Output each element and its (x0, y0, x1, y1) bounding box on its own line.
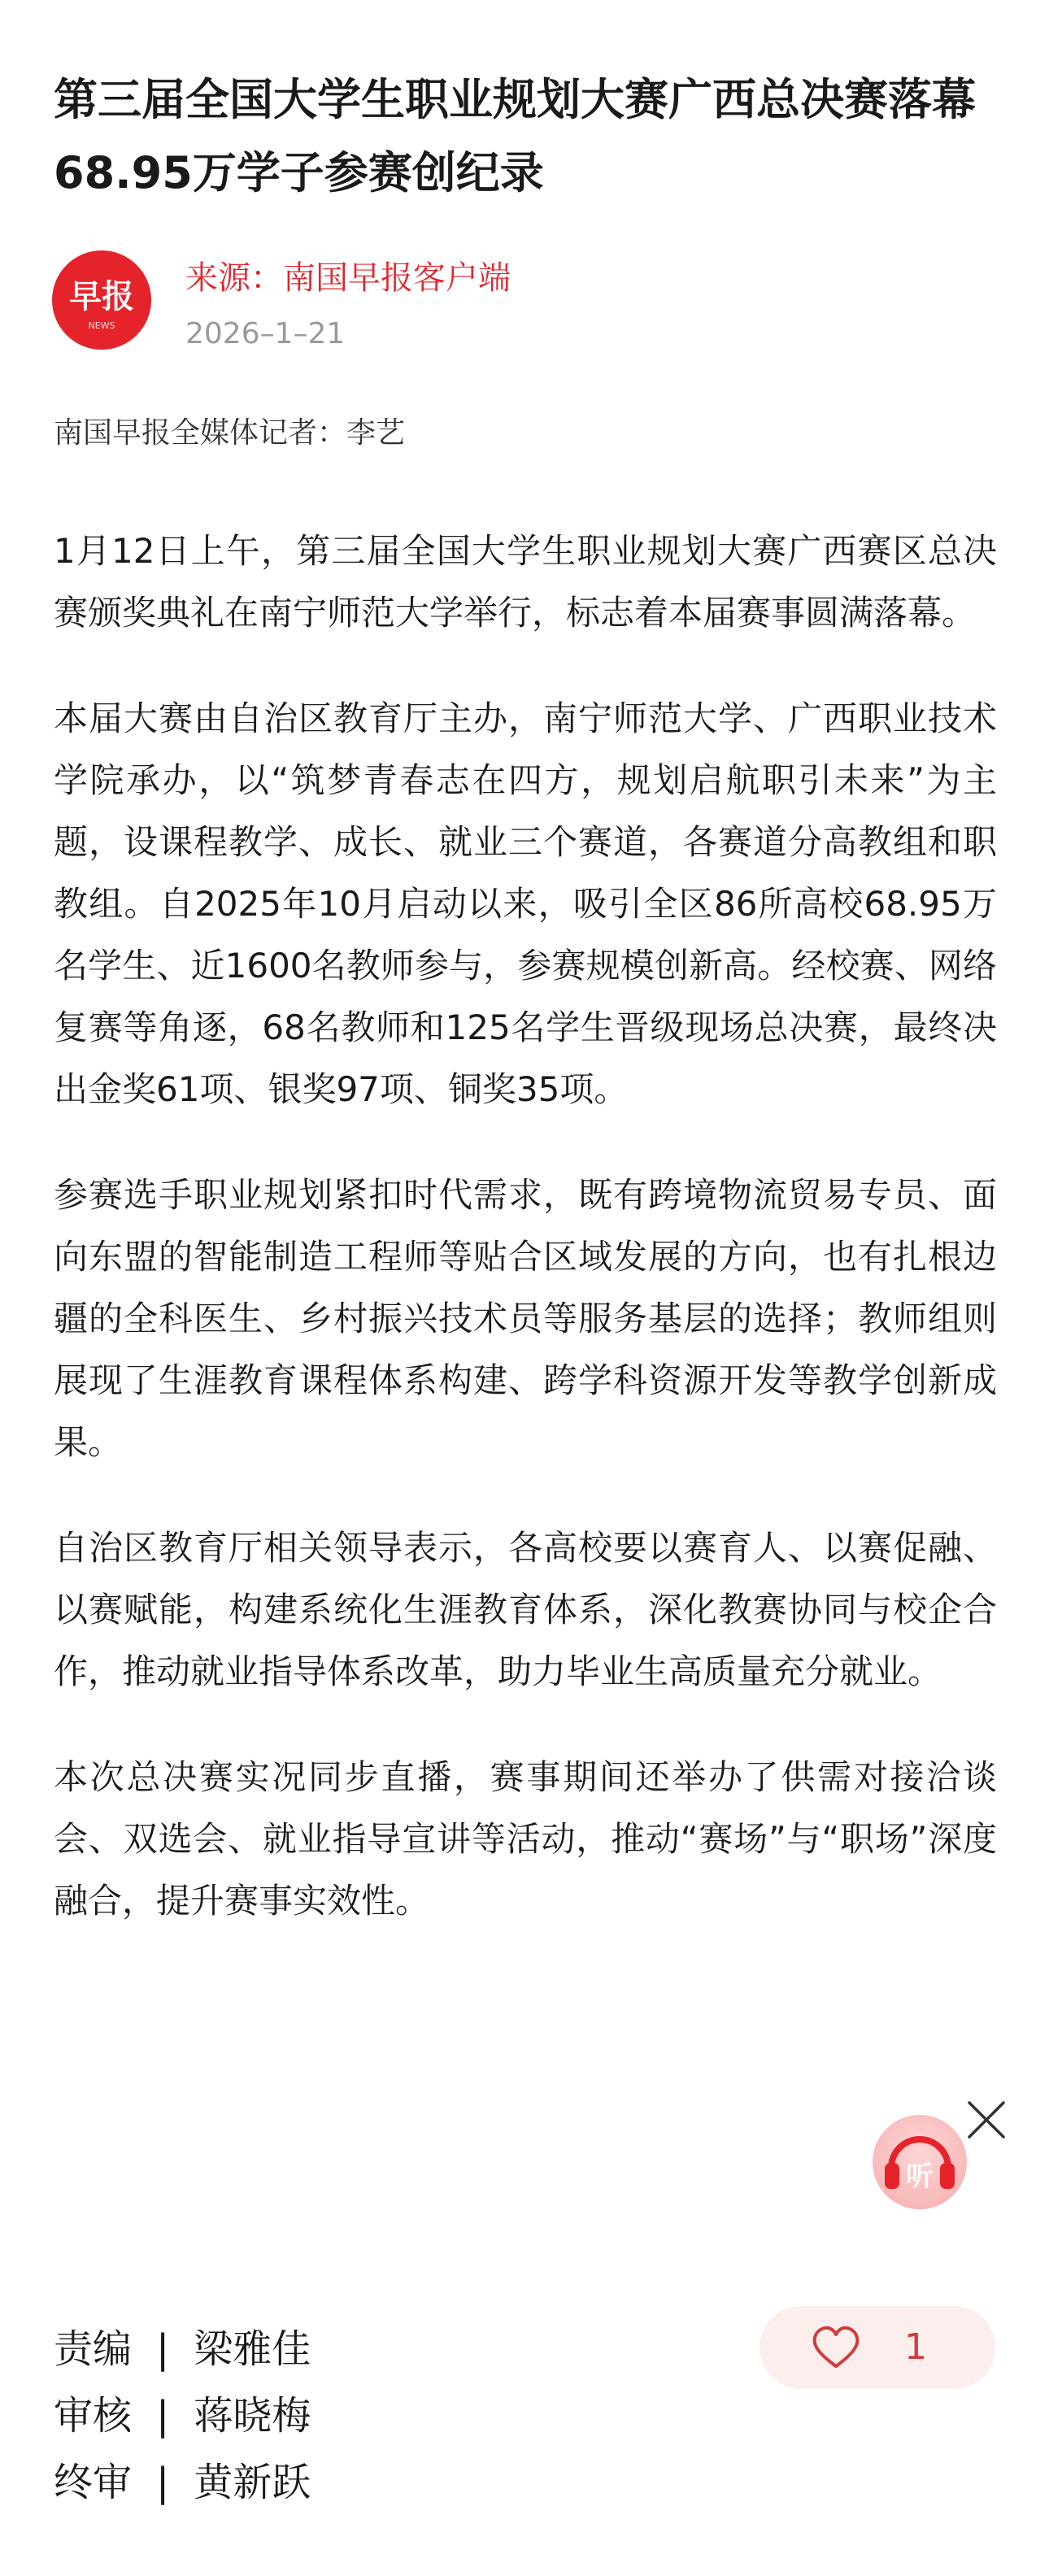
credit-name: 蒋晓梅 (194, 2393, 311, 2439)
article-paragraph: 参赛选手职业规划紧扣时代需求，既有跨境物流贸易专员、面向东盟的智能制造工程师等贴合区域发展的方向，也有扎根边疆的全科医生、乡村振兴技术员等服务基层的选择；教师组则展现了生涯教育课程体系构建、跨学科资源开发等教学创新成果。 (54, 1175, 997, 1462)
credit-separator: | (156, 2326, 170, 2372)
heart-icon (812, 2326, 860, 2369)
article-title: 第三届全国大学生职业规划大赛广西总决赛落幕 68.95万学子参赛创纪录 (54, 74, 976, 198)
newspaper-logo-icon (52, 250, 151, 350)
credit-separator: | (156, 2460, 170, 2505)
headphones-listen-icon (867, 2109, 973, 2215)
source-name[interactable]: 来源：南国早报客户端 (185, 259, 511, 297)
like-count: 1 (904, 2326, 927, 2368)
source-logo[interactable] (52, 250, 151, 350)
article-body (54, 520, 997, 1976)
credit-separator: | (156, 2393, 170, 2439)
logo-text: 早报 (69, 278, 134, 315)
article-paragraph: 1月12日上午，第三届全国大学生职业规划大赛广西赛区总决赛颁奖典礼在南宁师范大学举行，标志着本届赛事圆满落幕。 (54, 531, 997, 633)
editor-credits (54, 2316, 623, 2516)
logo-subtext: NEWS (88, 320, 115, 331)
credit-row (54, 2449, 623, 2516)
listen-label: 听 (906, 2160, 934, 2193)
credit-role: 终审 (54, 2460, 133, 2505)
publish-date: 2026–1–21 (185, 317, 346, 350)
credit-role: 责编 (54, 2326, 133, 2372)
listen-audio-button[interactable] (867, 2109, 973, 2215)
article-paragraph: 本届大赛由自治区教育厅主办，南宁师范大学、广西职业技术学院承办，以“筑梦青春志在四方，规划启航职引未来”为主题，设课程教学、成长、就业三个赛道，各赛道分高教组和职教组。自2025年10月启动以来，吸引全区86所高校68.95万名学生、近1600名教师参与，参赛规模创新高。经校赛、网络复赛等角逐，68名教师和125名学生晋级现场总决赛，最终决出金奖61项、银奖97项、铜奖35项。 (54, 698, 997, 1109)
credit-row (54, 2316, 623, 2382)
credit-name: 梁雅佳 (194, 2326, 311, 2372)
like-button[interactable] (760, 2306, 995, 2389)
credit-role: 审核 (54, 2393, 133, 2439)
source-row (52, 250, 995, 356)
credit-name: 黄新跃 (194, 2460, 311, 2505)
reporter-byline: 南国早报全媒体记者：李艺 (54, 416, 406, 450)
article-paragraph: 自治区教育厅相关领导表示，各高校要以赛育人、以赛促融、以赛赋能，构建系统化生涯教育体系，深化教赛协同与校企合作，推动就业指导体系改革，助力毕业生高质量充分就业。 (54, 1528, 997, 1691)
credit-row (54, 2382, 623, 2449)
article-paragraph: 本次总决赛实况同步直播，赛事期间还举办了供需对接洽谈会、双选会、就业指导宣讲等活动，推动“赛场”与“职场”深度融合，提升赛事实效性。 (54, 1757, 997, 1921)
